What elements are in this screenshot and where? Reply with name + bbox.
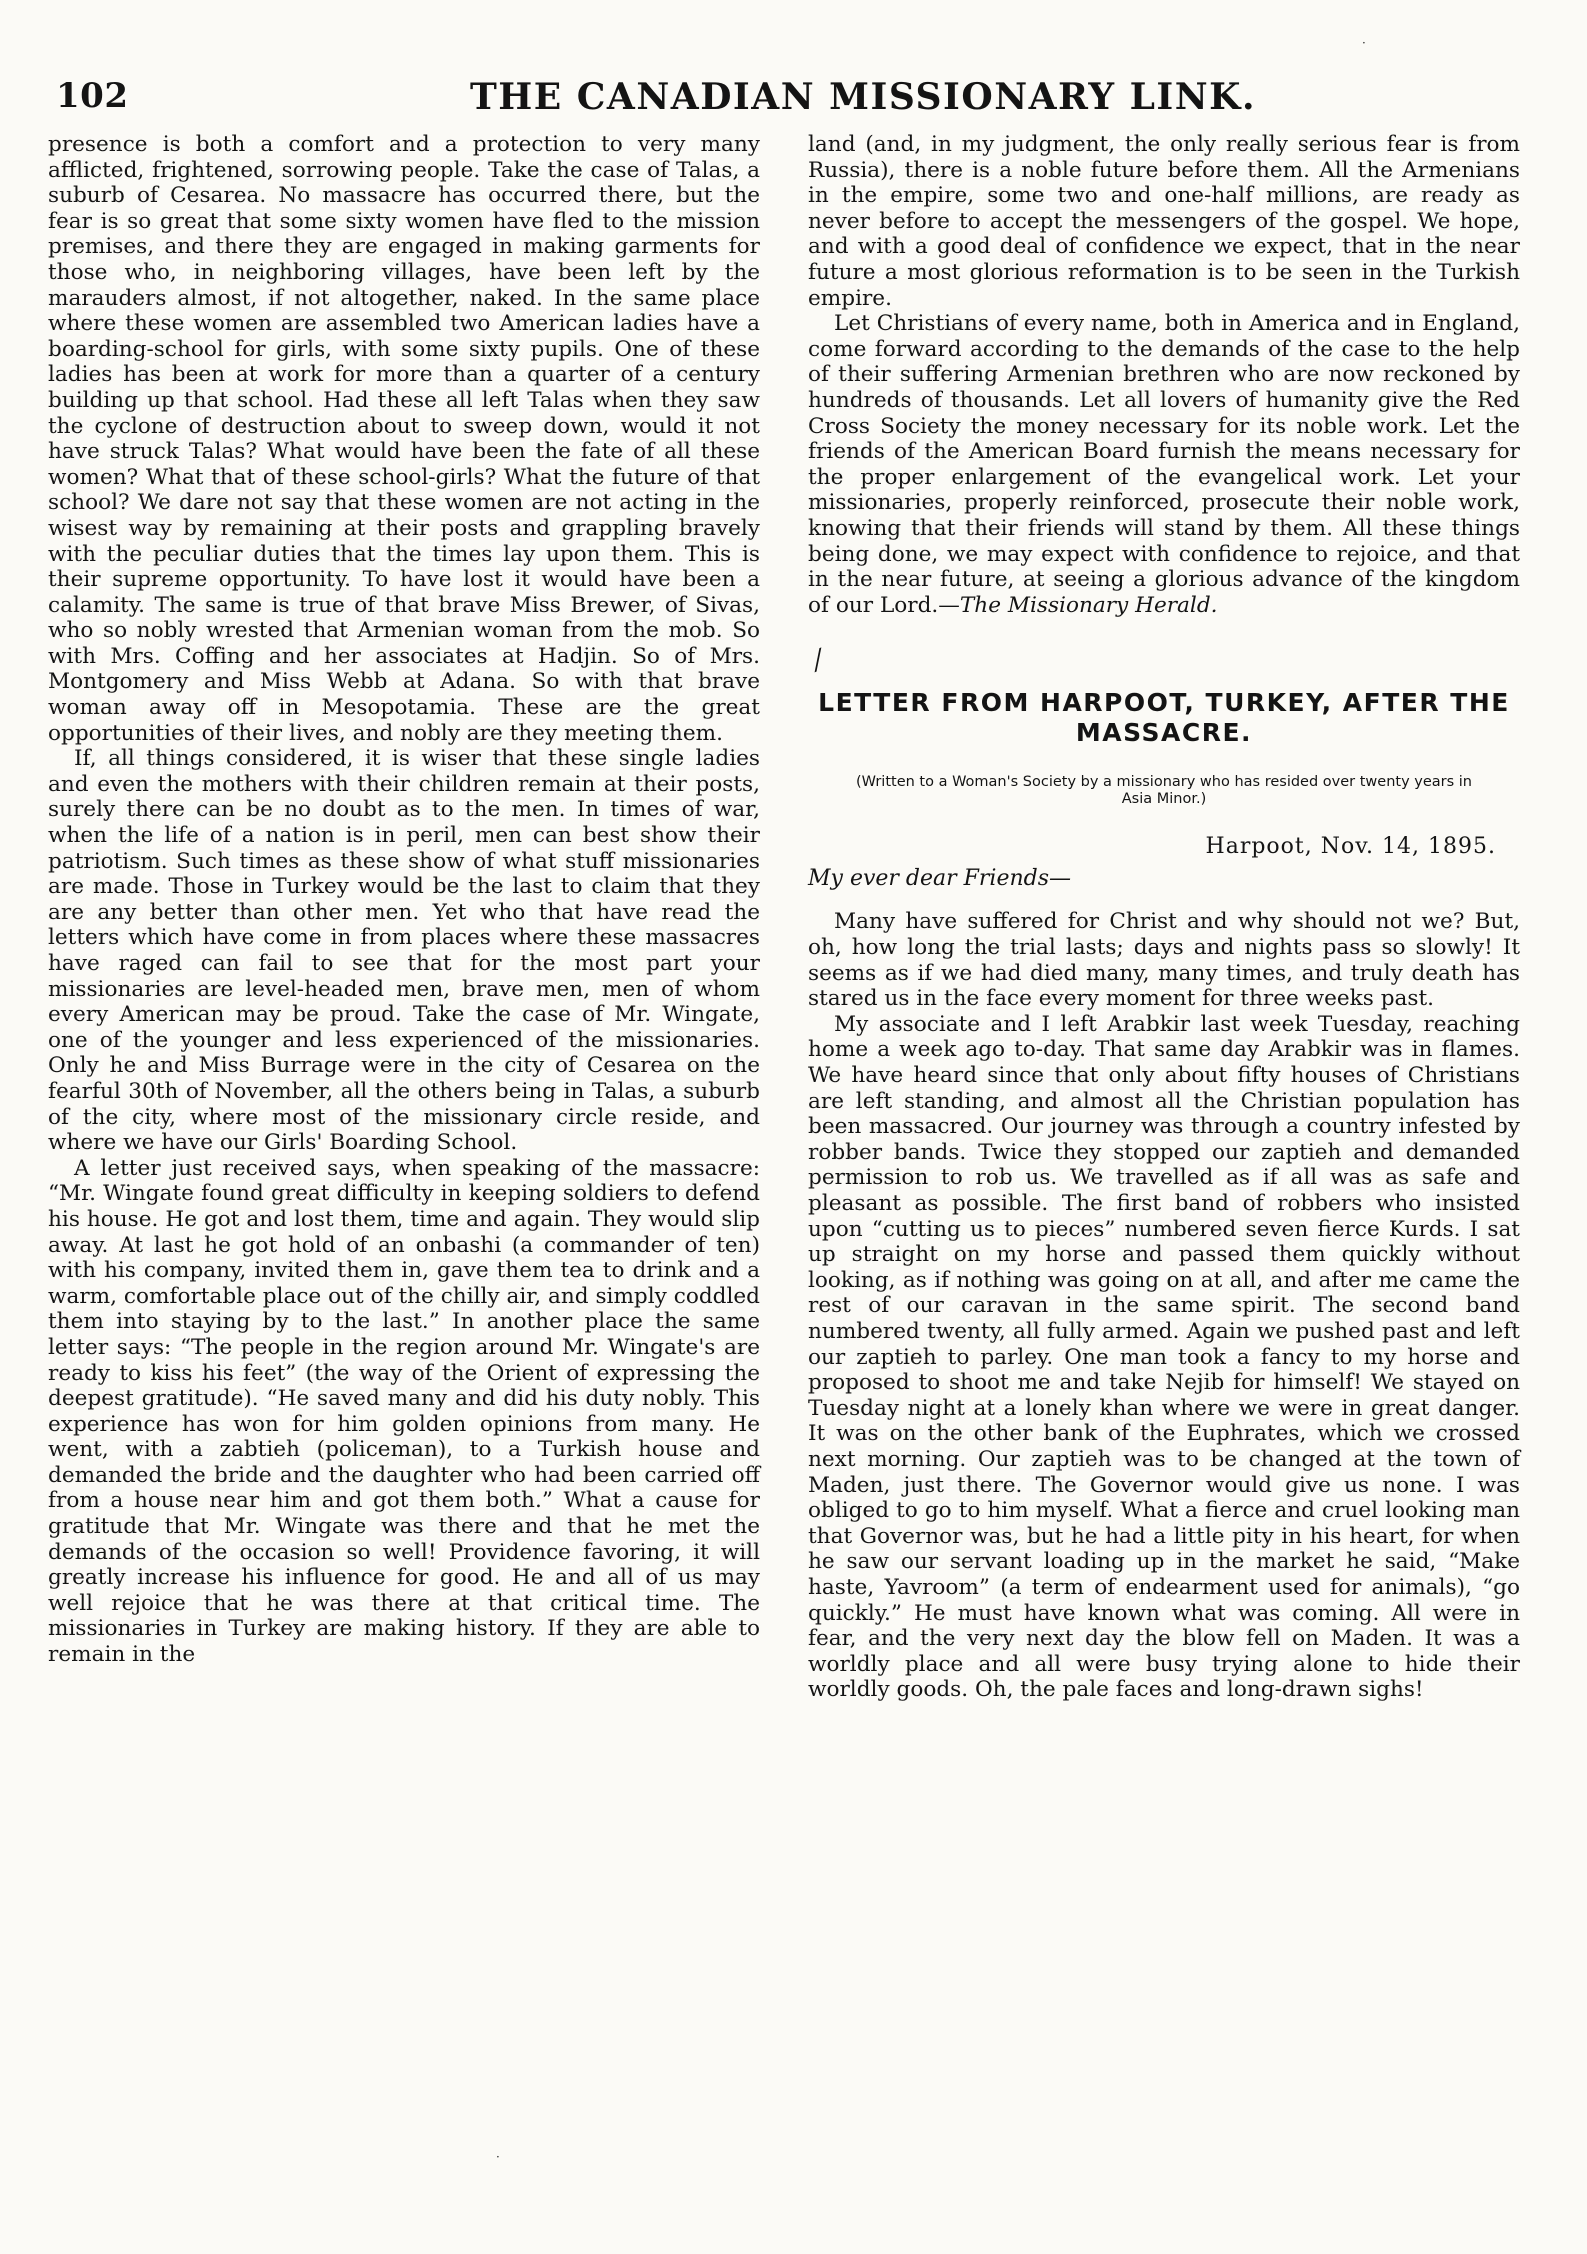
page-number: 102 <box>56 76 129 116</box>
paragraph: A letter just received says, when speaking of the massacre: “Mr. Wingate found great difficulty in keeping soldiers to defend his house. He got and lost them, time and again. They would slip away. At last he got hold of an onbashi (a commander of ten) with his company, invited them in, gave them tea to drink and a warm, comfortable place out of the chilly air, and simply coddled them into staying by to the last.” In another place the same letter says: “The people in the region around Mr. Wingate's are ready to kiss his feet” (the way of the Orient of expressing the deepest gratitude). “He saved many and did his duty nobly. This experience has won for him golden opinions from many. He went, with a zabtieh (policeman), to a Turkish house and demanded the bride and the daughter who had been carried off from a house near him and got them both.” What a cause for gratitude that Mr. Wingate was there and that he met the demands of the occasion so well! Providence favoring, it will greatly increase his influence for good. He and all of us may well rejoice that he was there at that critical time. The missionaries in Turkey are making history. If they are able to remain in the <box>48 1155 760 1668</box>
paragraph: If, all things considered, it is wiser that these single ladies and even the mothers with their children remain at their posts, surely there can be no doubt as to the men. In times of war, when the life of a nation is in peril, men can best show their patriotism. Such times as these show of what stuff missionaries are made. Those in Turkey would be the last to claim that they are any better than other men. Yet who that have read the letters which have come in from places where these massacres have raged can fail to see that for the most part your missionaries are level-headed men, brave men, men of whom every American may be proud. Take the case of Mr. Wingate, one of the younger and less experienced of the missionaries. Only he and Miss Burrage were in the city of Cesarea on the fearful 30th of November, all the others being in Talas, a suburb of the city, where most of the missionary circle reside, and where we have our Girls' Boarding School. <box>48 746 760 1156</box>
closing-paragraph <box>808 311 1520 618</box>
right-column <box>808 132 1520 1703</box>
paragraph: Many have suffered for Christ and why should not we? But, oh, how long the trial lasts; days and nights pass so slowly! It seems as if we had died many, many times, and truly death has stared us in the face every moment for three weeks past. <box>808 909 1520 1012</box>
paragraph-text: Let Christians of every name, both in America and in England, come forward according to the demands of the case to the help of their suffering Armenian brethren who are now reckoned by hundreds of thousands. Let all lovers of humanity give the Red Cross Society the money necessary for its noble work. Let the friends of the American Board furnish the means necessary for the proper enlargement of the evangelical work. Let your missionaries, properly reinforced, prosecute their noble work, knowing that their friends will stand by them. All these things being done, we may expect with confidence to rejoice, and that in the near future, at seeing a glorious advance of the kingdom of our Lord.— <box>808 311 1520 618</box>
paragraph: land (and, in my judgment, the only really serious fear is from Russia), there is a noble future before them. All the Armenians in the empire, some two and one-half millions, are ready as never before to accept the messengers of the gospel. We hope, and with a good deal of confidence we expect, that in the near future a most glorious reformation is to be seen in the Turkish empire. <box>808 132 1520 311</box>
salutation: My ever dear Friends— <box>808 865 1072 891</box>
article-title: LETTER FROM HARPOOT, TURKEY, AFTER THE MASSACRE. <box>818 688 1510 748</box>
source-credit: The Missionary Herald. <box>959 592 1218 618</box>
paragraph: presence is both a comfort and a protection to very many afflicted, frightened, sorrowing people. Take the case of Talas, a suburb of Cesarea. No massacre has occurred there, but the fear is so great that some sixty women have fled to the mission premises, and there they are engaged in making garments for those who, in neighboring villages, have been left by the marauders almost, if not altogether, naked. In the same place where these women are assembled two American ladies have a boarding-school for girls, with some sixty pupils. One of these ladies has been at work for more than a quarter of a century building up that school. Had these all left Talas when they saw the cyclone of destruction about to sweep down, would it not have struck Talas? What would have been the fate of all these women? What that of these school-girls? What the future of that school? We dare not say that these women are not acting in the wisest way by remaining at their posts and grappling bravely with the peculiar duties that the times lay upon them. This is their supreme opportunity. To have lost it would have been a calamity. The same is true of that brave Miss Brewer, of Sivas, who so nobly wrested that Armenian woman from the mob. So with Mrs. Coffing and her associates at Hadjin. So of Mrs. Montgomery and Miss Webb at Adana. So with that brave woman away off in Mesopotamia. These are the great opportunities of their lives, and nobly are they meeting them. <box>48 132 760 746</box>
pen-mark-icon: ⁄ <box>810 644 827 678</box>
scan-speck: · <box>1362 36 1366 50</box>
left-column <box>48 132 760 1668</box>
section-separator <box>808 618 1520 688</box>
running-head: THE CANADIAN MISSIONARY LINK. <box>470 76 1256 118</box>
scan-speck: · <box>496 2150 500 2164</box>
dateline: Harpoot, Nov. 14, 1895. <box>1205 834 1496 860</box>
paragraph: My associate and I left Arabkir last week Tuesday, reaching home a week ago to-day. That same day Arabkir was in flames. We have heard since that only about fifty houses of Christians are left standing, and almost all the Christian population has been massacred. Our journey was through a country infested by robber bands. Twice they stopped our zaptieh and demanded permission to rob us. We travelled as if all was as safe and pleasant as possible. The first band of robbers who insisted upon “cutting us to pieces” numbered seven fierce Kurds. I sat up straight on my horse and passed them quickly without looking, as if nothing was going on at all, and after me came the rest of our caravan in the same spirit. The second band numbered twenty, all fully armed. Again we pushed past and left our zaptieh to parley. One man took a fancy to my horse and proposed to shoot me and take Nejib for himself! We stayed on Tuesday night at a lonely khan where we were in great danger. It was on the other bank of the Euphrates, which we crossed next morning. Our zaptieh was to be changed at the town of Maden, just there. The Governor would give us none. I was obliged to go to him myself. What a fierce and cruel looking man that Governor was, but he had a little pity in his heart, for when he saw our servant loading up in the market he said, “Make haste, Yavroom” (a term of endearment used for animals), “go quickly.” He must have known what was coming. All were in fear, and the very next day the blow fell on Maden. It was a worldly place and all were busy trying alone to hide their worldly goods. Oh, the pale faces and long-drawn sighs! <box>808 1011 1520 1703</box>
article-subtitle: (Written to a Woman's Society by a missionary who has resided over twenty years in Asia Minor.) <box>855 774 1472 808</box>
